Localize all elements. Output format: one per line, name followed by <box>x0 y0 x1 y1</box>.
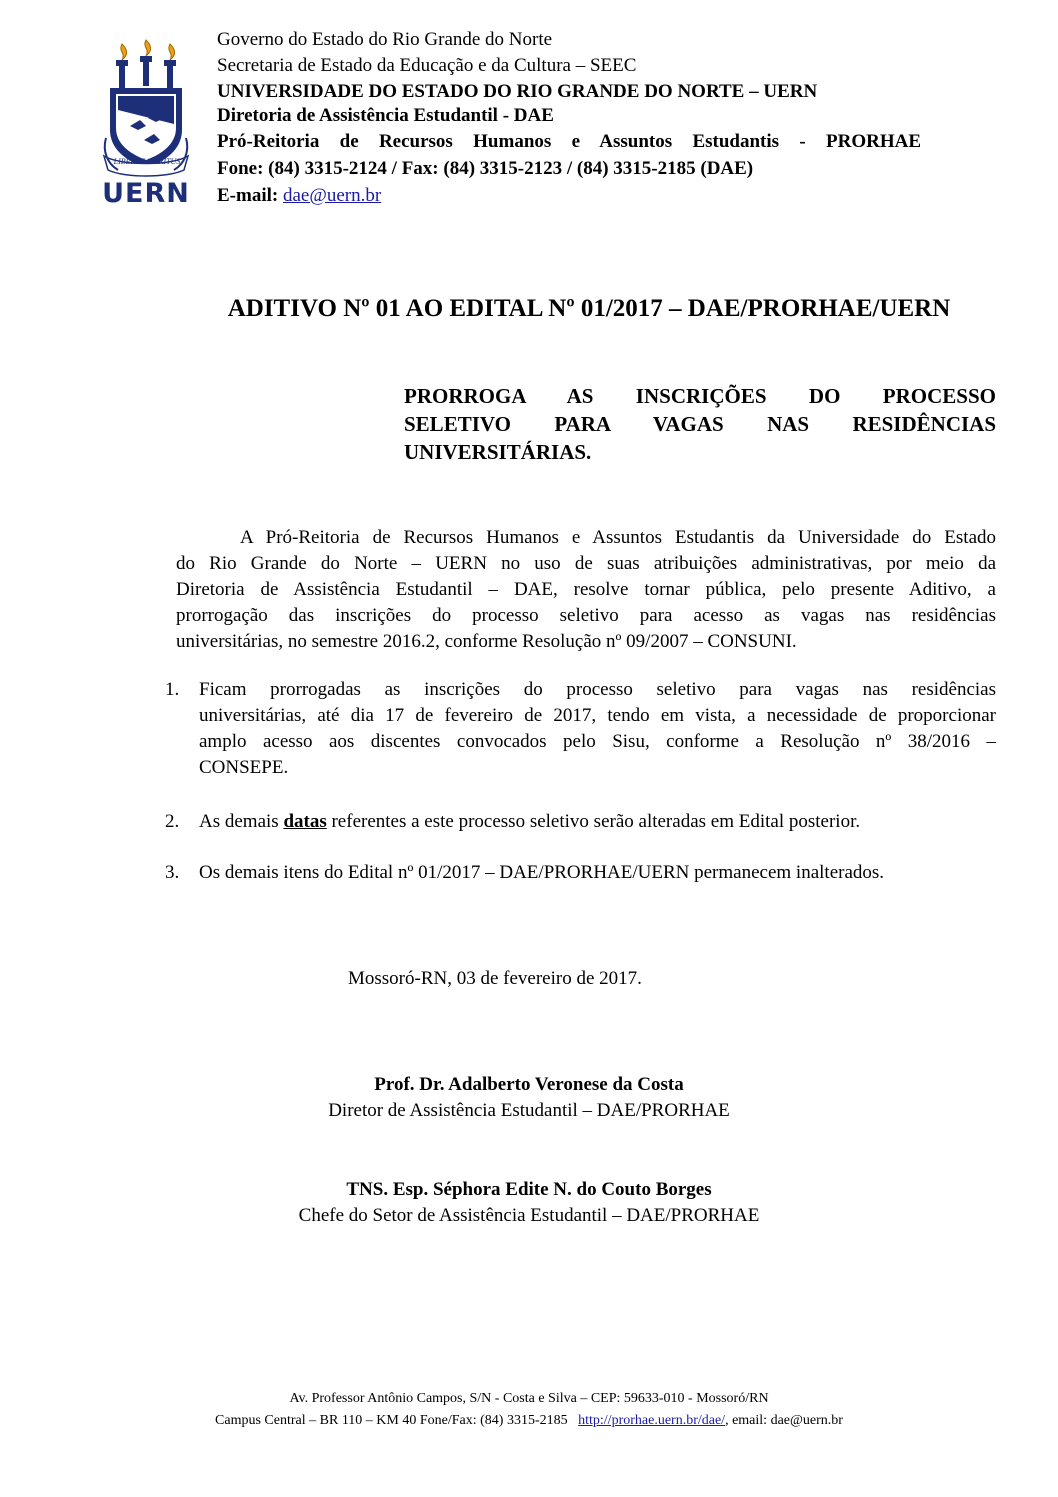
item-line: amplo acesso aos discentes convocados pelo Sisu, conforme a Resolução nº 38/2016 – <box>199 731 996 752</box>
document-subject <box>404 382 996 466</box>
item-number: 1. <box>165 679 180 700</box>
signatory-name: Prof. Dr. Adalberto Veronese da Costa <box>374 1074 684 1095</box>
item-text: Os demais itens do Edital nº 01/2017 – DAE/PRORHAE/UERN permanecem inalterados. <box>199 862 885 883</box>
item-line: CONSEPE. <box>199 757 289 778</box>
item-line: Ficam prorrogadas as inscrições do processo seletivo para vagas nas residências <box>199 679 996 700</box>
logo-motto: LIBER VI SPIRITUS <box>113 157 181 166</box>
footer-address: Av. Professor Antônio Campos, S/N - Costa e Silva – CEP: 59633-010 - Mossoró/RN <box>289 1391 769 1406</box>
header-phone: Fone: (84) 3315-2124 / Fax: (84) 3315-2123 / (84) 3315-2185 (DAE) <box>217 158 754 179</box>
email-link[interactable]: dae@uern.br <box>282 185 382 206</box>
footer-email: , email: dae@uern.br <box>725 1413 843 1428</box>
item-emphasis: datas <box>283 811 327 832</box>
header-directorate: Diretoria de Assistência Estudantil - DAE <box>217 105 554 126</box>
list-item <box>165 860 996 886</box>
email-label: E-mail: <box>217 185 279 206</box>
place-date: Mossoró-RN, 03 de fevereiro de 2017. <box>348 968 642 989</box>
item-text: As demais <box>199 811 284 832</box>
subject-line: PRORROGA AS INSCRIÇÕES DO PROCESSO <box>404 384 996 408</box>
subject-line: SELETIVO PARA VAGAS NAS RESIDÊNCIAS <box>404 412 996 436</box>
header-email-row <box>217 183 381 209</box>
paragraph-line: prorrogação das inscrições do processo seletivo para acesso as vagas nas residências <box>176 605 996 626</box>
paragraph-line: do Rio Grande do Norte – UERN no uso de suas atribuições administrativas, por meio da <box>176 553 996 574</box>
signatory-role: Chefe do Setor de Assistência Estudantil – DAE/PRORHAE <box>298 1205 760 1226</box>
signatory-role: Diretor de Assistência Estudantil – DAE/PRORHAE <box>328 1100 730 1121</box>
uern-logo <box>100 38 192 208</box>
list-item <box>165 809 996 835</box>
document-title: ADITIVO Nº 01 AO EDITAL Nº 01/2017 – DAE/PRORHAE/UERN <box>227 295 951 322</box>
header-government: Governo do Estado do Rio Grande do Norte <box>217 29 553 50</box>
footer-campus: Campus Central – BR 110 – KM 40 Fone/Fax: (84) 3315-2185 <box>215 1413 568 1428</box>
signatory-name: TNS. Esp. Séphora Edite N. do Couto Borges <box>346 1179 712 1200</box>
header-university: UNIVERSIDADE DO ESTADO DO RIO GRANDE DO NORTE – UERN <box>217 81 818 102</box>
header-pro-rectory: Pró-Reitoria de Recursos Humanos e Assuntos Estudantis - PRORHAE <box>217 131 921 152</box>
item-text: referentes a este processo seletivo serão alteradas em Edital posterior. <box>326 811 861 832</box>
intro-paragraph <box>176 525 996 655</box>
list-item <box>165 677 996 781</box>
subject-line: UNIVERSITÁRIAS. <box>404 440 592 464</box>
item-line: universitárias, até dia 17 de fevereiro de 2017, tendo em vista, a necessidade de proporcionar <box>199 705 996 726</box>
header-secretariat: Secretaria de Estado da Educação e da Cultura – SEEC <box>217 55 637 76</box>
paragraph-line: Diretoria de Assistência Estudantil – DAE, resolve tornar pública, pelo presente Aditivo, a <box>176 579 996 600</box>
item-number: 3. <box>165 862 180 883</box>
item-number: 2. <box>165 811 180 832</box>
logo-wordmark: UERN <box>102 178 190 209</box>
footer-url-link[interactable]: http://prorhae.uern.br/dae/ <box>578 1413 726 1428</box>
paragraph-line: universitárias, no semestre 2016.2, conforme Resolução nº 09/2007 – CONSUNI. <box>176 631 797 652</box>
paragraph-line: A Pró-Reitoria de Recursos Humanos e Assuntos Estudantis da Universidade do Estado <box>240 527 996 548</box>
footer-contact <box>0 1410 1058 1431</box>
